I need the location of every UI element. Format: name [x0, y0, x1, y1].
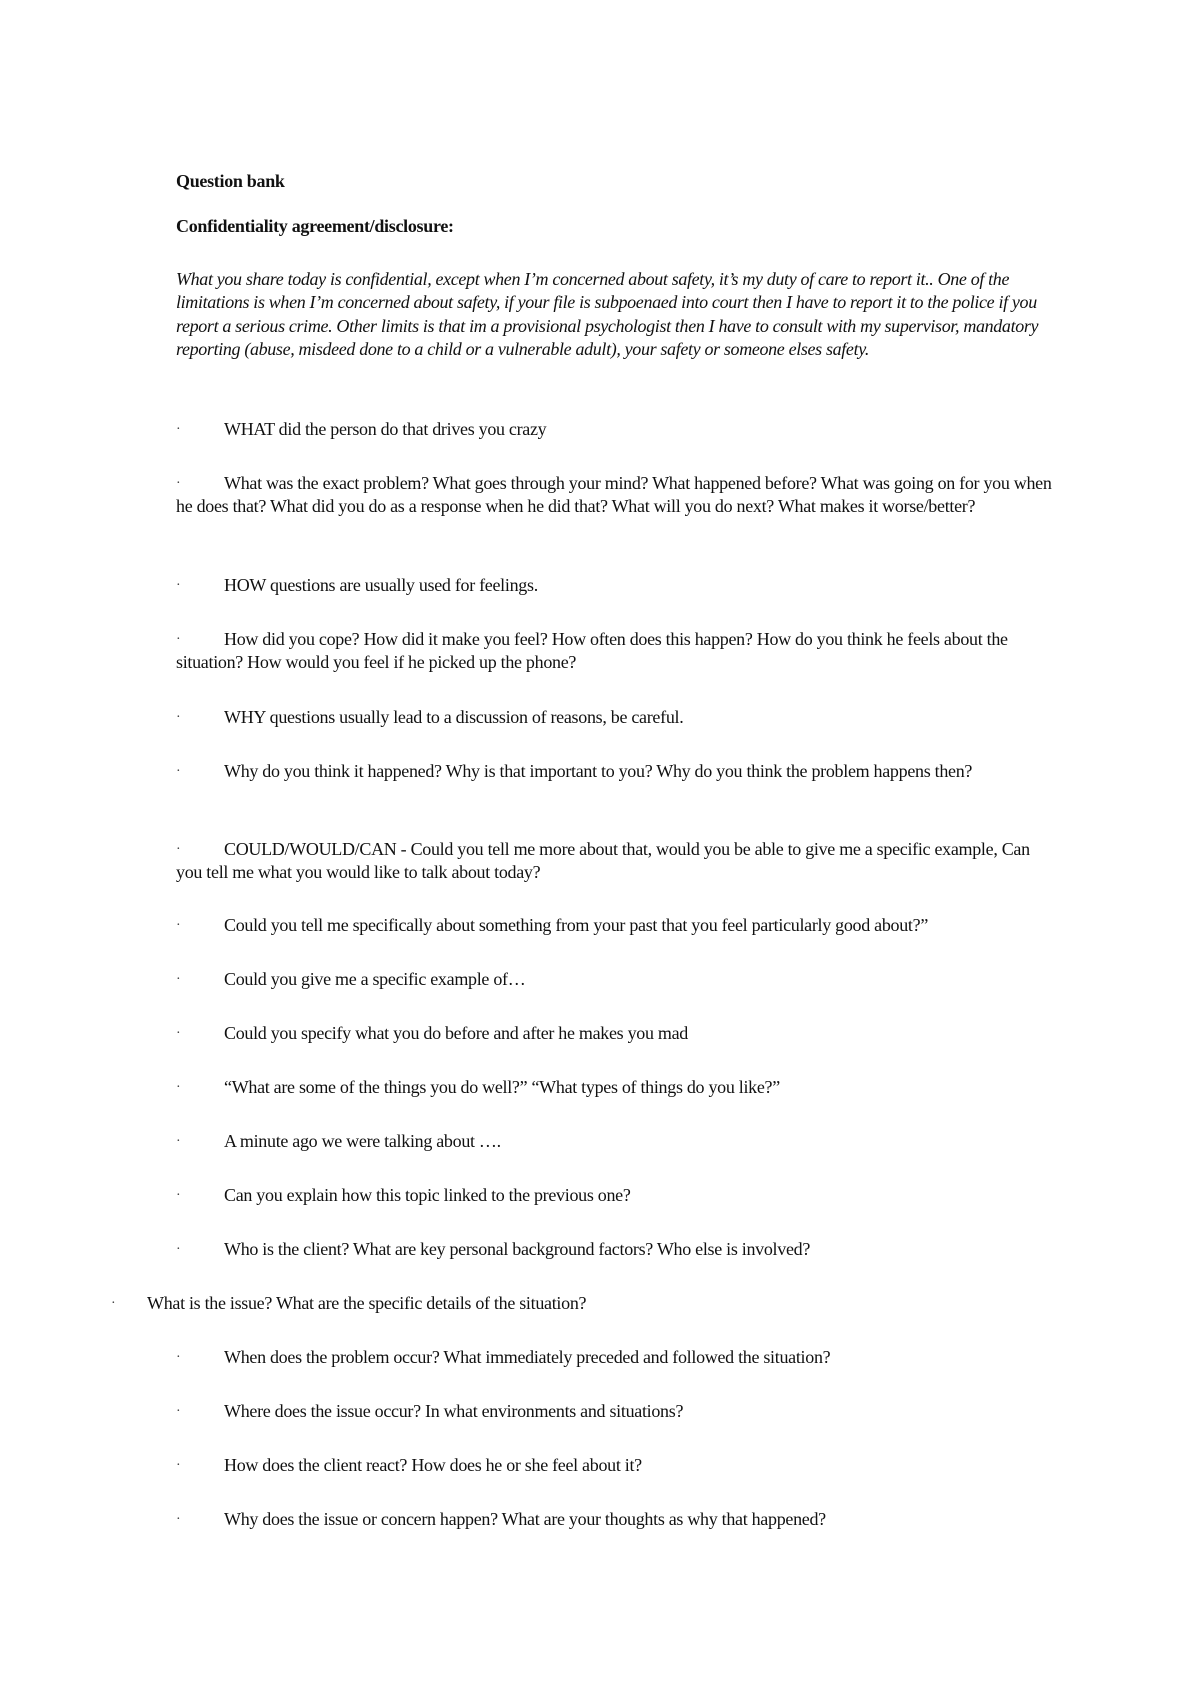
question-text: COULD/WOULD/CAN - Could you tell me more about that, would you be able to give me a specific example, Can you tell me what you would like to talk about today?: [176, 839, 1030, 883]
question-text: Where does the issue occur? In what environments and situations?: [224, 1401, 684, 1421]
bullet-icon: ·: [176, 842, 181, 857]
bullet-icon: ·: [176, 972, 181, 987]
bullet-icon: ·: [176, 1512, 181, 1527]
question-item: [176, 1184, 1056, 1207]
confidentiality-paragraph: What you share today is confidential, except when I’m concerned about safety, it’s my duty of care to report it.. One of the limitations is when I’m concerned about safety, if your file is subpoenaed into court then I have to report it to the police if you report a serious crime. Other limits is that im a provisional psychologist then I have to consult with my supervisor, mandatory reporting (abuse, misdeed done to a child or a vulnerable adult), your safety or someone elses safety.: [176, 269, 1039, 360]
bullet-icon: ·: [176, 1404, 181, 1419]
bullet-icon: ·: [176, 632, 181, 647]
question-text: Why do you think it happened? Why is that important to you? Why do you think the problem happens then?: [224, 761, 973, 781]
question-text: What is the issue? What are the specific details of the situation?: [147, 1293, 587, 1313]
bullet-icon: ·: [176, 578, 181, 593]
question-item: [176, 838, 1056, 885]
question-item: [176, 574, 1056, 597]
question-text: WHAT did the person do that drives you crazy: [224, 419, 547, 439]
question-item: [176, 472, 1056, 519]
question-text: Could you give me a specific example of…: [224, 969, 526, 989]
question-item: [176, 1076, 1056, 1099]
document-title: Question bank: [176, 171, 285, 191]
bullet-icon: ·: [176, 1242, 181, 1257]
question-item: [176, 628, 1056, 675]
bullet-icon: ·: [176, 710, 181, 725]
question-text: Who is the client? What are key personal background factors? Who else is involved?: [224, 1239, 811, 1259]
question-text: HOW questions are usually used for feelings.: [224, 575, 538, 595]
question-item: [176, 1400, 1056, 1423]
question-item: [176, 418, 1056, 441]
question-item: [176, 1508, 1056, 1531]
question-item: [176, 706, 1056, 729]
question-item: [176, 1238, 1056, 1261]
question-item: [176, 1130, 1056, 1153]
question-text: WHY questions usually lead to a discussion of reasons, be careful.: [224, 707, 684, 727]
question-item: [111, 1292, 991, 1315]
bullet-icon: ·: [176, 1458, 181, 1473]
bullet-icon: ·: [176, 1026, 181, 1041]
question-text: Could you tell me specifically about something from your past that you feel particularly good about?”: [224, 915, 929, 935]
question-text: “What are some of the things you do well?” “What types of things do you like?”: [224, 1077, 780, 1097]
question-item: [176, 968, 1056, 991]
question-text: What was the exact problem? What goes through your mind? What happened before? What was going on for you when he does that? What did you do as a response when he did that? What will you do next? What makes it worse/better?: [176, 473, 1052, 517]
bullet-icon: ·: [176, 764, 181, 779]
question-text: Can you explain how this topic linked to the previous one?: [224, 1185, 631, 1205]
bullet-icon: ·: [176, 1188, 181, 1203]
question-text: A minute ago we were talking about ….: [224, 1131, 501, 1151]
bullet-icon: ·: [176, 1134, 181, 1149]
question-item: [176, 1454, 1056, 1477]
question-text: Could you specify what you do before and after he makes you mad: [224, 1023, 688, 1043]
question-item: [176, 914, 1056, 937]
bullet-icon: ·: [111, 1296, 116, 1311]
question-item: [176, 1022, 1056, 1045]
bullet-icon: ·: [176, 1350, 181, 1365]
bullet-icon: ·: [176, 1080, 181, 1095]
question-item: [176, 760, 1056, 783]
bullet-icon: ·: [176, 476, 181, 491]
section-heading-confidentiality: Confidentiality agreement/disclosure:: [176, 216, 454, 236]
bullet-icon: ·: [176, 422, 181, 437]
question-text: How did you cope? How did it make you feel? How often does this happen? How do you think he feels about the situation? How would you feel if he picked up the phone?: [176, 629, 1008, 673]
bullet-icon: ·: [176, 918, 181, 933]
question-text: When does the problem occur? What immediately preceded and followed the situation?: [224, 1347, 831, 1367]
question-item: [176, 1346, 1056, 1369]
question-text: Why does the issue or concern happen? What are your thoughts as why that happened?: [224, 1509, 826, 1529]
question-text: How does the client react? How does he or she feel about it?: [224, 1455, 642, 1475]
